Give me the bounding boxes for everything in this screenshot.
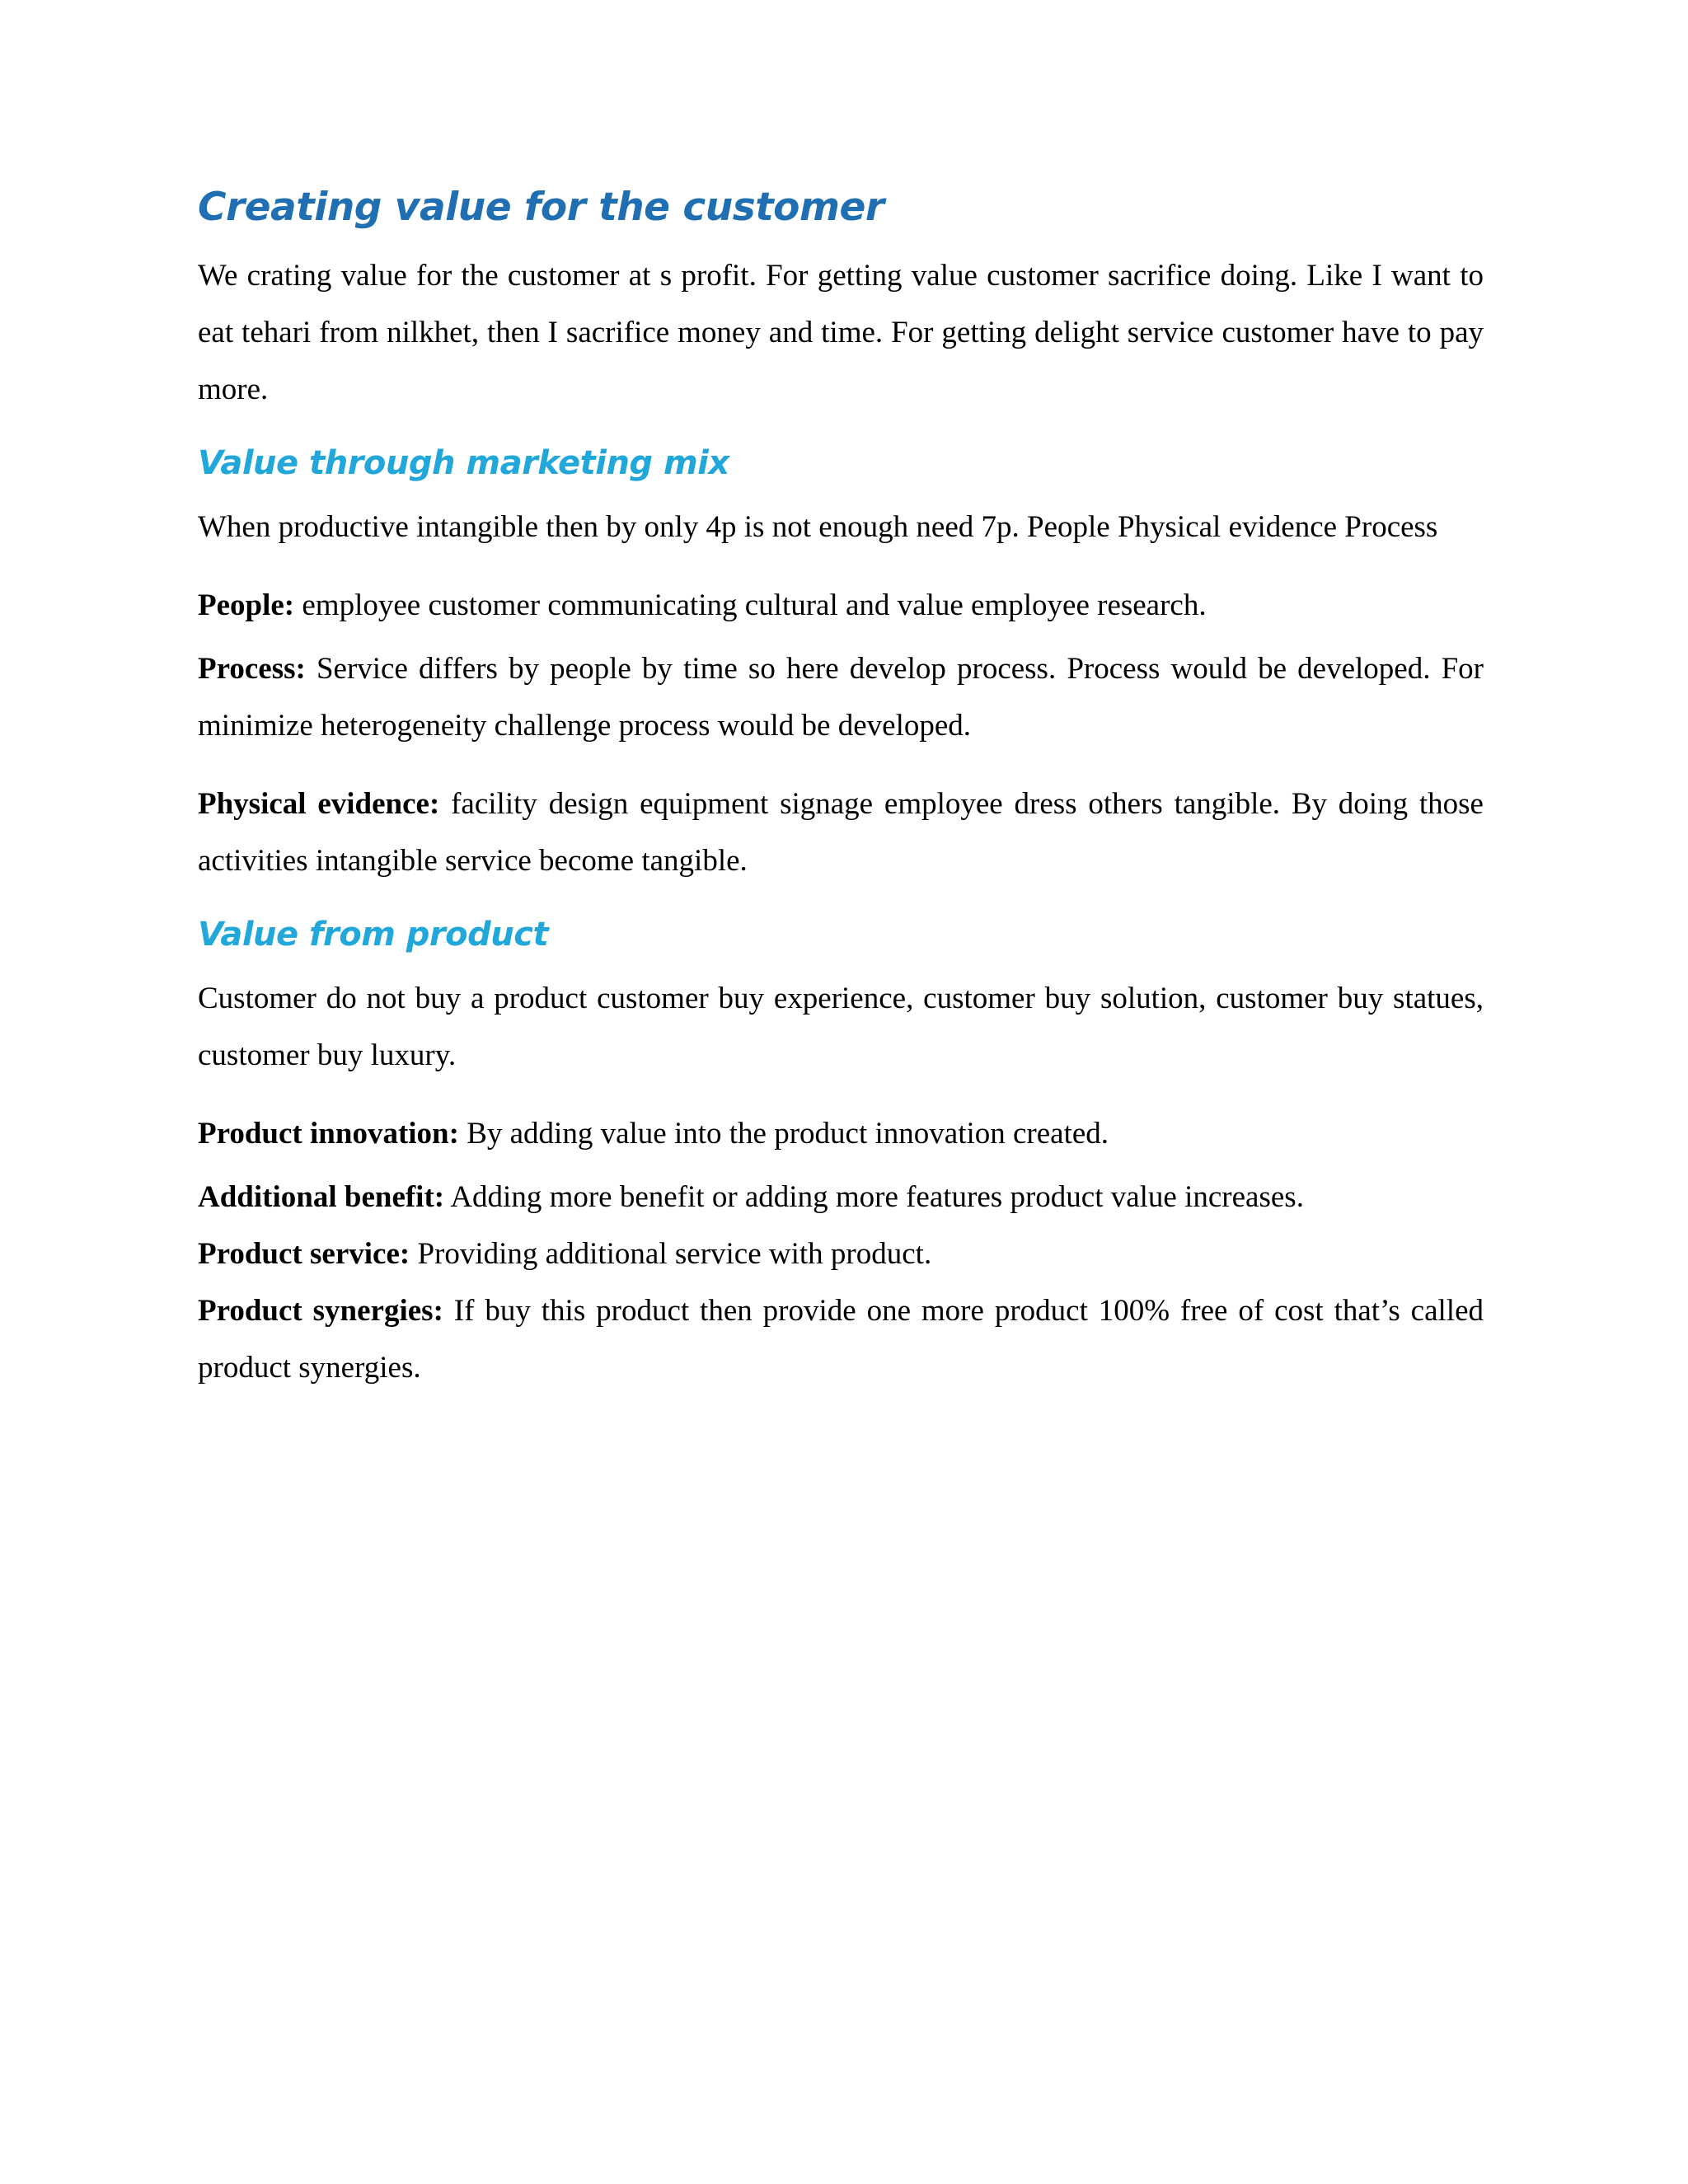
term-product-synergies: Product synergies: [198,1294,443,1329]
term-people: People: [198,588,295,623]
heading-value-from-product: Value from product [198,916,549,954]
definition-product-synergies-text: If buy this product then provide one more product 100% free of cost that’s called product synergies. [198,1294,1484,1385]
definition-product-service-text: Providing additional service with product. [410,1237,932,1272]
definition-product-innovation-text: By adding value into the product innovation created. [458,1117,1109,1151]
definition-physical-evidence-text: facility design equipment signage employee dress others tangible. By doing those activities intangible service become tangible. [198,787,1484,879]
term-physical-evidence: Physical evidence: [198,787,440,822]
definition-people [198,577,1484,634]
definition-people-text: employee customer communicating cultural and value employee research. [294,588,1207,623]
definition-process [198,640,1484,754]
paragraph-marketing-mix: When productive intangible then by only 4p is not enough need 7p. People Physical evidence Process [198,510,1438,545]
term-product-service: Product service: [198,1237,410,1272]
document-body [198,180,1484,1396]
term-additional-benefit: Additional benefit: [198,1180,445,1215]
definition-additional-benefit-text: Adding more benefit or adding more features product value increases. [444,1180,1304,1215]
definition-product-synergies [198,1282,1484,1396]
term-product-innovation: Product innovation: [198,1117,459,1151]
definition-additional-benefit [198,1169,1484,1226]
definition-product-service [198,1226,1484,1282]
heading-marketing-mix: Value through marketing mix [198,444,729,483]
term-process: Process: [198,652,306,687]
heading-creating-value: Creating value for the customer [198,185,884,230]
paragraph-creating-value: We crating value for the customer at s profit. For getting value customer sacrifice doing. Like I want to eat tehari from nilkhet, then I sacrifice money and time. For getting delight service customer have to pay more. [198,259,1484,407]
definition-product-innovation [198,1105,1484,1162]
definition-physical-evidence [198,776,1484,889]
definition-process-text: Service differs by people by time so here develop process. Process would be developed. For minimize heterogeneity challenge process would be developed. [198,652,1484,743]
paragraph-value-from-product: Customer do not buy a product customer buy experience, customer buy solution, customer buy statues, customer buy luxury. [198,982,1484,1073]
